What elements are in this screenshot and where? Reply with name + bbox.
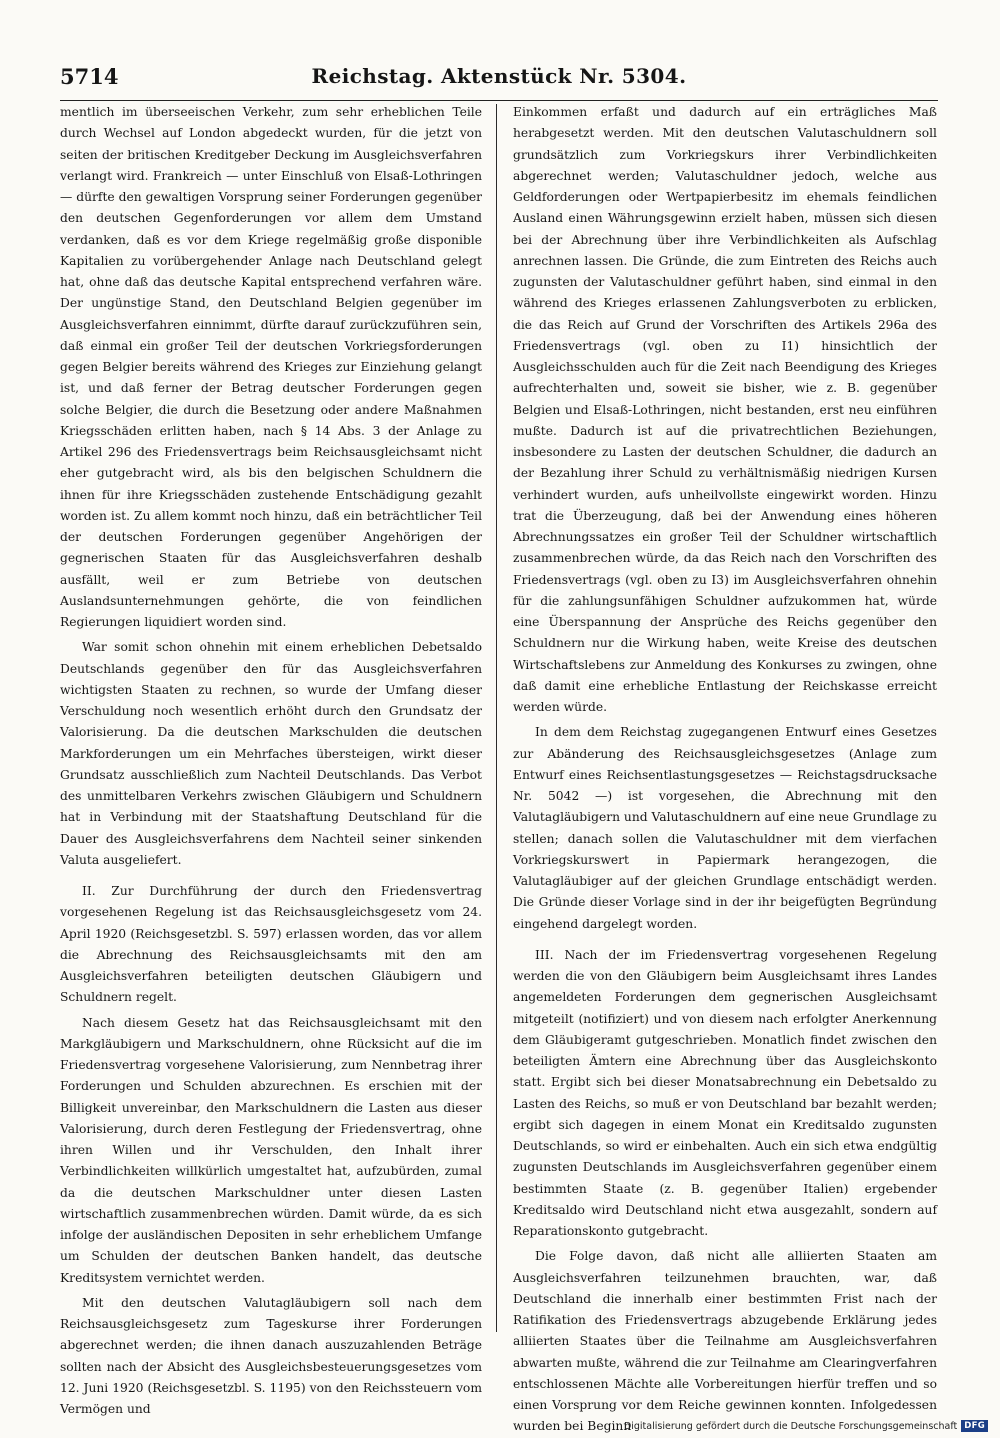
left-paragraph-2: War somit schon ohnehin mit einem erheblichen Debetsaldo Deutschlands gegenüber den für das Ausgleichsverfahren wichtigsten Staaten zu rechnen, so wurde der Umfang dieser Verschuldung noch wesentlich erhöht durch den Grundsatz der Valorisierung. Da die deutschen Markschulden die deutschen Markforderungen um ein Mehrfaches übersteigen, wirkt dieser Grundsatz ausschließlich zum Nachteil Deutschlands. Das Verbot des unmittelbaren Verkehrs zwischen Gläubigern und Schuldnern hat in Verbindung mit der Staatshaftung Deutschland für die Dauer des Ausgleichsverfahrens dem Nachteil seiner sinkenden Valuta ausgeliefert. — [60, 640, 482, 867]
right-column — [513, 102, 937, 1438]
right-paragraph-2: In dem dem Reichstag zugegangenen Entwurf eines Gesetzes zur Abänderung des Reichsausgleichsgesetzes (Anlage zum Entwurf eines Reichsentlastungsgesetzes — Reichstagsdrucksache Nr. 5042 —) ist vorgesehen, die Abrechnung mit den Valutagläubigern und Valutaschuldnern auf eine neue Grundlage zu stellen; danach sollen die Valutaschuldner mit dem vierfachen Vorkriegskurswert in Papiermark herangezogen, die Valutagläubiger auf der gleichen Grundlage entschädigt werden. Die Gründe dieser Vorlage sind in der ihr beigefügten Begründung eingehend dargelegt worden. — [513, 725, 937, 931]
right-paragraph-section-iii: III. Nach der im Friedensvertrag vorgesehenen Regelung werden die von den Gläubigern beim Ausgleichsamt ihres Landes angemeldeten Forderungen dem gegnerischen Ausgleichsamt mitgeteilt (notifiziert) und von diesem nach erfolgter Anerkennung dem Gläubigeramt gutgeschrieben. Monatlich findet zwischen den beteiligten Ämtern eine Abrechnung über das Ausgleichskonto statt. Ergibt sich bei dieser Monatsabrechnung ein Debetsaldo zu Lasten des Reichs, so muß er von Deutschland bar bezahlt werden; ergibt sich dagegen in einem Monat ein Kreditsaldo zugunsten Deutschlands, so wird er einbehalten. Auch ein sich etwa endgültig zugunsten Deutschlands im Ausgleichsverfahren gegenüber einem bestimmten Staate (z. B. gegenüber Italien) ergebender Kreditsaldo wird Deutschland nicht etwa ausgezahlt, sondern auf Reparationskonto gutgebracht. — [513, 947, 937, 1238]
page-header — [60, 60, 938, 101]
left-paragraph-5: Mit den deutschen Valutagläubigern soll nach dem Reichsausgleichsgesetz zum Tageskurse ihrer Forderungen abgerechnet werden; die ihnen danach auszuzahlenden Beträge sollten nach der Absicht des Ausgleichsbesteuerungsgesetzes vom 12. Juni 1920 (Reichsgesetzbl. S. 1195) von den Reichssteuern vom Vermögen und — [60, 1295, 482, 1416]
column-divider — [496, 104, 497, 1332]
left-column — [60, 102, 482, 1420]
left-paragraph-4: Nach diesem Gesetz hat das Reichsausgleichsamt mit den Markgläubigern und Markschuldnern, ohne Rücksicht auf die im Friedensvertrag vorgesehene Valorisierung, zum Nennbetrag ihrer Forderungen und Schulden abzurechnen. Es erschien mit der Billigkeit unvereinbar, den Markschuldnern die Lasten aus dieser Valorisierung, durch deren Festlegung der Friedensvertrag, ohne ihren Willen und ihr Verschulden, den Inhalt ihrer Verbindlichkeiten willkürlich umgestaltet hat, aufzubürden, zumal da die deutschen Markschuldner unter diesen Lasten wirtschaftlich zusammenbrechen würden. Damit würde, da es sich infolge der ausländischen Depositen in sehr erheblichem Umfange um Schulden der deutschen Banken handelt, das deutsche Kreditsystem vernichtet werden. — [60, 1015, 482, 1285]
dfg-logo-icon: DFG — [961, 1420, 988, 1432]
right-paragraph-4: Die Folge davon, daß nicht alle alliierten Staaten am Ausgleichsverfahren teilzunehmen brauchten, war, daß Deutschland die innerhalb einer bestimmten Frist nach der Ratifikation des Friedensvertrags abzugebende Erklärung jedes alliierten Staates über die Teilnahme am Ausgleichsverfahren abwarten mußte, während die zur Teilnahme am Clearingverfahren entschlossenen Mächte alle Vorbereitungen hierfür treffen und so einen Vorsprung vor dem Reiche gewinnen konnten. Infolgedessen wurden bei Beginn — [513, 1249, 937, 1434]
funding-credit: Digitalisierung gefördert durch die Deutsche Forschungsgemeinschaft — [623, 1420, 958, 1432]
page-number: 5714 — [60, 64, 119, 89]
running-title: Reichstag. Aktenstück Nr. 5304. — [311, 64, 687, 88]
left-paragraph-1: mentlich im überseeischen Verkehr, zum sehr erheblichen Teile durch Wechsel auf London abgedeckt wurden, für die jetzt von seiten der britischen Kreditgeber Deckung im Ausgleichsverfahren verlangt wird. Frankreich — unter Einschluß von Elsaß-Lothringen — dürfte den gewaltigen Vorsprung seiner Forderungen gegenüber den deutschen Gegenforderungen vor allem dem Umstand verdanken, daß es vor dem Kriege regelmäßig große disponible Kapitalien zu vorübergehender Anlage nach Deutschland gelegt hat, ohne daß das deutsche Kapital entsprechend verfahren wäre. Der ungünstige Stand, den Deutschland Belgien gegenüber im Ausgleichsverfahren einnimmt, dürfte darauf zurückzuführen sein, daß einmal ein großer Teil der deutschen Vorkriegsforderungen gegen Belgier bereits während des Krieges zur Einziehung gelangt ist, und daß ferner der Betrag deutscher Forderungen gegen solche Belgier, die durch die Besetzung oder andere Maßnahmen Kriegsschäden erlitten haben, nach § 14 Abs. 3 der Anlage zu Artikel 296 des Friedensvertrags beim Reichsausgleichsamt nicht eher gutgebracht wird, als bis den belgischen Schuldnern die ihnen für ihre Kriegsschäden zustehende Entschädigung gezahlt worden ist. Zu allem kommt noch hinzu, daß ein beträchtlicher Teil der deutschen Forderungen gegenüber Angehörigen der gegnerischen Staaten für das Ausgleichsverfahren deshalb ausfällt, weil er zum Betriebe von deutschen Auslandsunternehmungen gehörte, die von feindlichen Regierungen liquidiert worden sind. — [60, 105, 482, 629]
footer — [624, 1419, 988, 1433]
left-paragraph-section-ii: II. Zur Durchführung der durch den Friedensvertrag vorgesehenen Regelung ist das Reichsausgleichsgesetz vom 24. April 1920 (Reichsgesetzbl. S. 597) erlassen worden, das vor allem die Abrechnung des Reichsausgleichsamts mit den am Ausgleichsverfahren beteiligten deutschen Gläubigern und Schuldnern regelt. — [60, 884, 482, 1005]
right-paragraph-1: Einkommen erfaßt und dadurch auf ein erträgliches Maß herabgesetzt werden. Mit den deutschen Valutaschuldnern soll grundsätzlich zum Vorkriegskurs ihrer Verbindlichkeiten abgerechnet werden; Valutaschuldner jedoch, welche aus Geldforderungen oder Wertpapierbesitz im ehemals feindlichen Ausland einen Währungsgewinn erzielt haben, müssen sich diesen bei der Abrechnung über ihre Verbindlichkeiten als Aufschlag anrechnen lassen. Die Gründe, die zum Eintreten des Reichs auch zugunsten der Valutaschuldner geführt haben, sind einmal in den während des Krieges erlassenen Zahlungsverboten zu erblicken, die das Reich auf Grund der Vorschriften des Artikels 296a des Friedensvertrags (vgl. oben zu I1) hinsichtlich der Ausgleichsschulden auch für die Zeit nach Beendigung des Krieges aufrechterhalten und, soweit sie bisher, wie z. B. gegenüber Belgien und Elsaß-Lothringen, nicht bestanden, erst neu einführen mußte. Dadurch ist auf die privatrechtlichen Beziehungen, insbesondere zu Lasten der deutschen Schuldner, die dadurch an der Bezahlung ihrer Schuld zu verhältnismäßig niedrigen Kursen verhindert wurden, aufs unheilvollste eingewirkt worden. Hinzu trat die Überzeugung, daß bei der Anwendung eines höheren Abrechnungssatzes ein großer Teil der Schuldner wirtschaftlich zusammenbrechen würde, da das Reich nach den Vorschriften des Friedensvertrags (vgl. oben zu I3) im Ausgleichsverfahren ohnehin für die zahlungsunfähigen Schuldner aufzukommen hat, würde eine Überspannung der Ansprüche des Reichs gegenüber den Schuldnern nur die Wirkung haben, weite Kreise des deutschen Wirtschaftslebens zur Anmeldung des Konkurses zu zwingen, ohne daß damit eine erhebliche Entlastung der Reichskasse erreicht werden würde. — [513, 105, 937, 714]
